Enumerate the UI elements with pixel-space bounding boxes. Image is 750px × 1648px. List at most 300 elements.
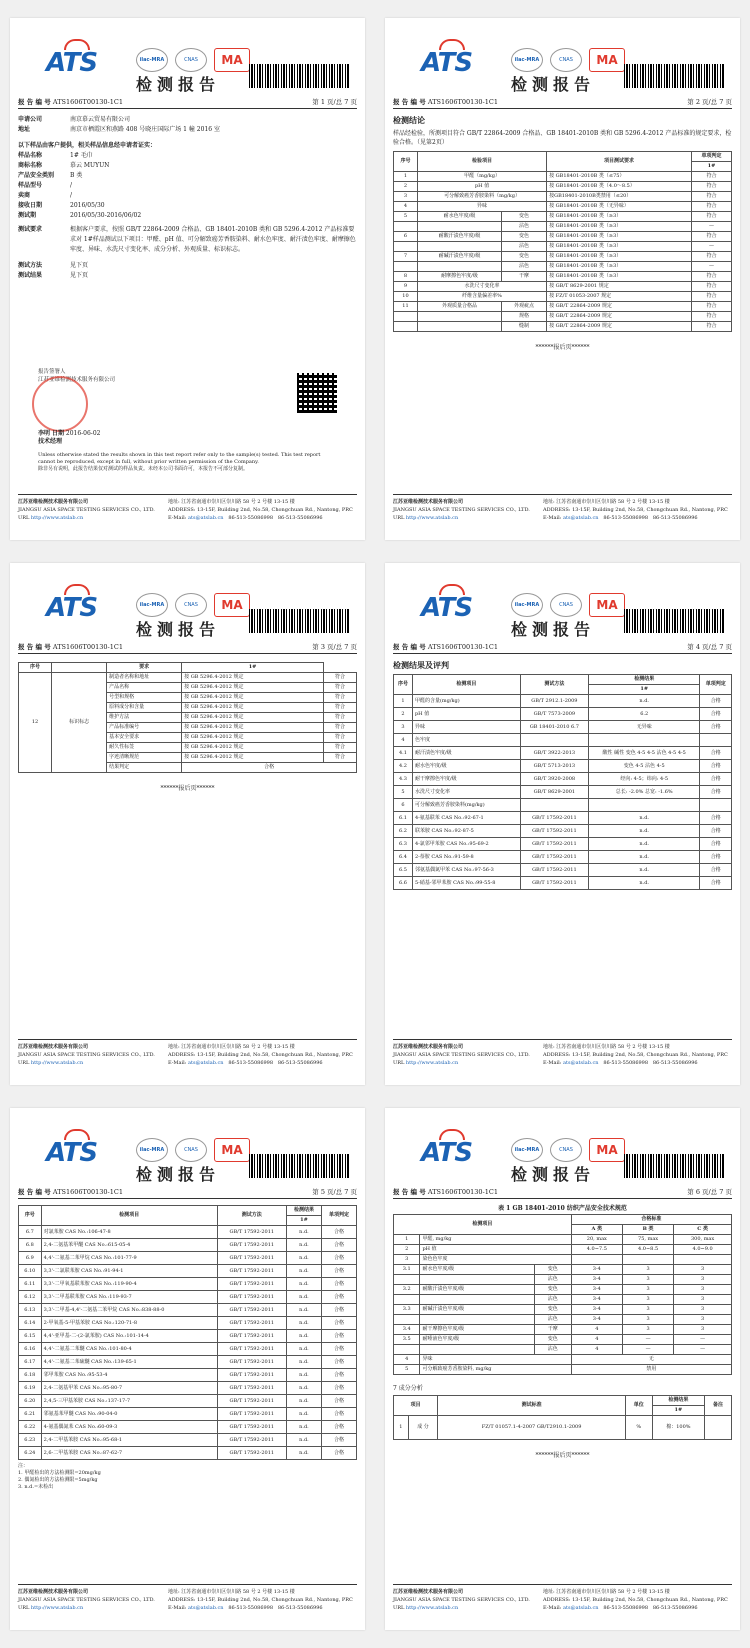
- cell-method: [520, 734, 588, 747]
- cell-method: [520, 799, 588, 812]
- footer-url[interactable]: http://www.atslab.cn: [30, 1605, 84, 1611]
- table-row: [19, 1304, 357, 1317]
- cell-judge: 符合: [692, 272, 732, 282]
- footer-company-en: JIANGSU ASIA SPACE TESTING SERVICES CO., LTD.: [18, 1052, 155, 1058]
- cell-no: [394, 1275, 420, 1285]
- report-no: ATS1606T00130-1C1: [52, 1188, 123, 1196]
- signer-label: 报告签署人: [38, 369, 66, 375]
- cell-no: 6: [394, 232, 418, 242]
- cell-b: 3: [622, 1275, 673, 1285]
- cell-c: —: [674, 1335, 732, 1345]
- cell-method: GB/T 17592-2011: [217, 1395, 286, 1408]
- cell-item: 纤维含量偏差率%: [417, 292, 546, 302]
- table-row: [394, 262, 732, 272]
- cnas-logo: CNAS: [550, 48, 582, 72]
- footer-email-label: E-Mail:: [543, 1605, 562, 1611]
- cell-item: 3,3'-二甲氧基联苯胺 CAS No.:119-90-4: [41, 1278, 217, 1291]
- cell-item: 制造者名称和地址: [107, 673, 182, 683]
- footer-tel: 86-513-55086998: [228, 515, 274, 521]
- table-row: [19, 1226, 357, 1239]
- info-row: [18, 161, 357, 171]
- ma-logo: MA: [214, 593, 250, 617]
- end-mark: ******报后页******: [535, 344, 590, 351]
- cell-result: 总长: -2.0% 总宽: -1.6%: [589, 786, 700, 799]
- th-item: 检测项目: [412, 675, 520, 695]
- field-value: 2016/05/30-2016/06/02: [70, 212, 142, 219]
- cell-no: 6.17: [19, 1356, 42, 1369]
- ma-logo: MA: [214, 48, 250, 72]
- cell-result: n.d.: [286, 1434, 321, 1447]
- report-title: 检测报告: [511, 620, 596, 639]
- cell-method: GB/T 17592-2011: [520, 864, 588, 877]
- cell-no: 4.3: [394, 773, 413, 786]
- table-row: [394, 312, 732, 322]
- cell-item: 耐碱汗渍色牢度/级: [417, 252, 501, 262]
- cell-no: [394, 1345, 420, 1355]
- cell-result: n.d.: [286, 1421, 321, 1434]
- cell-method: GB/T 17592-2011: [217, 1434, 286, 1447]
- cell-method: GB/T 17592-2011: [217, 1330, 286, 1343]
- footer-address-label: ADDRESS:: [543, 507, 571, 513]
- cell-judge: 符合: [692, 192, 732, 202]
- cell-judge: 合格: [700, 747, 732, 760]
- table-row: [19, 1343, 357, 1356]
- report-page-4: [385, 563, 740, 1085]
- cell-judge: 合格: [700, 721, 732, 734]
- cell-judge: 合格: [321, 1265, 356, 1278]
- ats-logo: ATS: [421, 593, 472, 623]
- cell-result: n.d.: [286, 1291, 321, 1304]
- cell-judge: 合格: [321, 1330, 356, 1343]
- cell-no: 6.11: [19, 1278, 42, 1291]
- cell-judge: 合格: [321, 1291, 356, 1304]
- th-sample: 1#: [652, 1406, 704, 1416]
- cell-item: 耐酸汗渍色牢度/级: [420, 1285, 534, 1295]
- cell-item: 字迹清晰规范: [107, 753, 182, 763]
- cell-sub: 干摩: [502, 272, 547, 282]
- table-row: [394, 192, 732, 202]
- table-row: [19, 1291, 357, 1304]
- cell-req: 按 GB 5296.4-2012 规定: [182, 743, 324, 753]
- cell-item: 对氯苯胺 CAS No.:106-47-8: [41, 1226, 217, 1239]
- cell-item: 耐干摩擦色牢度/级: [412, 773, 520, 786]
- cell-result: n.d.: [286, 1317, 321, 1330]
- cell-judge: 合格: [700, 812, 732, 825]
- cell-judge: 符合: [692, 232, 732, 242]
- note-line: 2. 偶氮检出的方法检测限=5mg/kg: [18, 1477, 98, 1483]
- table-row: [394, 1295, 732, 1305]
- footer-email[interactable]: ats@atslab.cn: [188, 1060, 224, 1066]
- cell-judge: 合格: [321, 1382, 356, 1395]
- cell-judge: 合格: [182, 763, 357, 773]
- cell-result: n.d.: [286, 1343, 321, 1356]
- cell-method: GB/T 17592-2011: [217, 1304, 286, 1317]
- cell-item: 可分解致癌芳香胺染料（mg/kg）: [417, 192, 546, 202]
- cell-no: [394, 242, 418, 252]
- cell-item: 基本安全要求: [107, 733, 182, 743]
- cell-method: GB/T 17592-2011: [217, 1343, 286, 1356]
- footer-url-label: URL: [393, 1060, 405, 1066]
- composition-table: [393, 1395, 732, 1440]
- cell-req: 按GB18401-2010B类禁用（≤20）: [547, 192, 692, 202]
- footer-addr-label: 地址:: [168, 1044, 180, 1050]
- cell-method: GB/T 17592-2011: [217, 1252, 286, 1265]
- cell-judge: 合格: [700, 695, 732, 708]
- field-value: 2016/05/30: [70, 202, 105, 209]
- cell-item: 邻氨基偶氮甲苯 CAS No.:97-56-3: [412, 864, 520, 877]
- table-row: [394, 282, 732, 292]
- cell-method: GB/T 17592-2011: [520, 812, 588, 825]
- cell-no: 6: [394, 799, 413, 812]
- cell-no: 5: [394, 1365, 420, 1375]
- table-row: [19, 1369, 357, 1382]
- cell-judge: 符合: [692, 282, 732, 292]
- footer-email-label: E-Mail:: [543, 1060, 562, 1066]
- footer-email[interactable]: ats@atslab.cn: [563, 515, 599, 521]
- address: 南京市栖霞区和燕路 408 号晓庄国际广场 1 幢 2016 室: [70, 126, 220, 133]
- report-page-3: [10, 563, 365, 1085]
- cell-no: 4: [394, 734, 413, 747]
- barcode: [249, 64, 349, 88]
- cell-judge-label: 结果判定: [107, 763, 182, 773]
- table-row: [394, 222, 732, 232]
- page-footer: [393, 494, 732, 522]
- table-row: [394, 760, 732, 773]
- footer-tel: 86-513-55086998: [603, 1605, 649, 1611]
- cell-sub: 干摩: [534, 1325, 571, 1335]
- sample-notice: 以下样品由客户提供，相关样品信息经申请者证实：: [18, 142, 157, 149]
- th-method: 测试方法: [520, 675, 588, 695]
- table-row: [394, 1235, 732, 1245]
- barcode: [249, 609, 349, 633]
- cell-judge: 合格: [321, 1304, 356, 1317]
- table-row: [19, 1395, 357, 1408]
- table-row: [394, 773, 732, 786]
- cell-no: 4: [394, 202, 418, 212]
- footer-address-en: 13-15F, Building 2nd, No.58, Chongchuan Rd., Nantong, PRC: [572, 507, 728, 513]
- cell-req: 按 GB18401-2010B 类（≥3）: [547, 252, 692, 262]
- cell-result: n.d.: [589, 838, 700, 851]
- sign-date: 2016-06-02: [65, 430, 101, 437]
- cell-no: [394, 262, 418, 272]
- cell-no: 12: [19, 673, 52, 773]
- table-row: [394, 1325, 732, 1335]
- table-row: [394, 212, 732, 222]
- th-sample: 1#: [286, 1216, 321, 1226]
- cnas-logo: CNAS: [550, 593, 582, 617]
- footer-fax: 86-513-55086996: [277, 1605, 323, 1611]
- table-row: [19, 1434, 357, 1447]
- cell-b: 4.0~8.5: [622, 1245, 673, 1255]
- cell-no: 6.7: [19, 1226, 42, 1239]
- footer-fax: 86-513-55086996: [652, 1605, 698, 1611]
- table-row: [394, 1355, 732, 1365]
- table-row: [19, 1252, 357, 1265]
- cell-no: 2: [394, 182, 418, 192]
- cell-a: 禁用: [571, 1365, 731, 1375]
- cell-result: n.d.: [589, 812, 700, 825]
- cell-judge: 符合: [692, 252, 732, 262]
- cell-no: 6.3: [394, 838, 413, 851]
- ats-logo: ATS: [46, 1138, 97, 1168]
- footer-url-label: URL: [393, 1605, 405, 1611]
- footer-addr: 江苏省南通市崇川区崇川路 58 号 2 号楼 13-15 楼: [556, 499, 670, 505]
- page-footer: [18, 1039, 357, 1067]
- ilac-mra-logo: ilac-MRA: [511, 593, 543, 617]
- cell-result: 无异味: [589, 721, 700, 734]
- report-title: 检测报告: [511, 1165, 596, 1184]
- cell-method: GB/T 8629-2001: [520, 786, 588, 799]
- cell-a: 4.0~7.5: [571, 1245, 622, 1255]
- cell-b: —: [622, 1335, 673, 1345]
- footer-address-en: 13-15F, Building 2nd, No.58, Chongchuan Rd., Nantong, PRC: [572, 1597, 728, 1603]
- cell-a: 3-4: [571, 1285, 622, 1295]
- footer-fax: 86-513-55086996: [652, 1060, 698, 1066]
- applicant-label: 申请公司: [18, 116, 43, 123]
- cell-judge: 合格: [321, 1317, 356, 1330]
- cell-item: 甲醛（mg/kg）: [417, 172, 546, 182]
- footer-company: 江苏亚维检测技术服务有限公司: [393, 499, 464, 505]
- footer-url[interactable]: http://www.atslab.cn: [405, 515, 459, 521]
- cell-item: pH 值: [412, 708, 520, 721]
- table-row: [394, 877, 732, 890]
- cell-judge: 合格: [700, 877, 732, 890]
- cell-item: 4,4'-二氨基二苯甲烷 CAS No.:101-77-9: [41, 1252, 217, 1265]
- cell-b: 3: [622, 1265, 673, 1275]
- table-row: [19, 1382, 357, 1395]
- cell-result: n.d.: [589, 825, 700, 838]
- cell-item: 色牢度: [412, 734, 520, 747]
- table-row: [394, 1365, 732, 1375]
- cell-judge: 合格: [700, 708, 732, 721]
- cell-req: 按 GB18401-2010B 类（无异味）: [547, 202, 692, 212]
- cell-result: 酸性 碱性 变色 4-5 4-5 沾色 4-5 4-5: [589, 747, 700, 760]
- th-a: A 类: [571, 1225, 622, 1235]
- cell-no: 4.1: [394, 747, 413, 760]
- footer-email[interactable]: ats@atslab.cn: [563, 1605, 599, 1611]
- cell-no: 6.6: [394, 877, 413, 890]
- cell-item: 号型和规格: [107, 693, 182, 703]
- cell-judge: 合格: [700, 825, 732, 838]
- info-row: [18, 201, 357, 211]
- cell-method: GB/T 17592-2011: [217, 1226, 286, 1239]
- report-no-label: 报 告 编 号: [18, 98, 51, 106]
- req-label: 测试要求: [18, 226, 43, 233]
- footer-url[interactable]: http://www.atslab.cn: [30, 1060, 84, 1066]
- cell-result: [589, 734, 700, 747]
- cell-c: 3: [674, 1285, 732, 1295]
- cell-item: 维护方法: [107, 713, 182, 723]
- cell-b: 3: [622, 1285, 673, 1295]
- cell-item: 耐久性标签: [107, 743, 182, 753]
- cell-item: [420, 1315, 534, 1325]
- cell-judge: 合格: [700, 851, 732, 864]
- comp-title: 7 成分分析: [393, 1385, 423, 1392]
- cell-item: 3,3'-二甲基-4,4'-二氨基二苯甲烷 CAS No.:838-88-0: [41, 1304, 217, 1317]
- cell-result: 6.2: [589, 708, 700, 721]
- label-table: [18, 662, 357, 773]
- footer-tel: 86-513-55086998: [603, 515, 649, 521]
- footer-addr-label: 地址:: [543, 1589, 555, 1595]
- report-page-6: [385, 1108, 740, 1630]
- disclaimer: Unless otherwise stated the results shown in this test report refer only to the sample(s) tested. This test report cannot be reproduced, except in full, without prior written permission of the Company.: [38, 452, 321, 465]
- cell-no: 3.1: [394, 1265, 420, 1275]
- footer-email[interactable]: ats@atslab.cn: [563, 1060, 599, 1066]
- table-title: 表 1 GB 18401-2010 纺织产品安全技术规范: [498, 1205, 627, 1212]
- cell-item: [420, 1345, 534, 1355]
- cell-judge: 符合: [323, 693, 356, 703]
- footer-email[interactable]: ats@atslab.cn: [188, 1605, 224, 1611]
- footer-url-label: URL: [18, 1060, 30, 1066]
- cell-item: [417, 312, 501, 322]
- th-unit: 单位: [625, 1396, 652, 1416]
- cell-item: 2,4-二甲基苯胺 CAS No.:95-68-1: [41, 1434, 217, 1447]
- report-title: 检测报告: [511, 75, 596, 94]
- footer-email-label: E-Mail:: [543, 515, 562, 521]
- cell-c: 3: [674, 1315, 732, 1325]
- cell-item: 耐干摩擦色牢度/级: [420, 1325, 534, 1335]
- cell-method: GB/T 17592-2011: [217, 1447, 286, 1460]
- cell-method: GB/T 5713-2013: [520, 760, 588, 773]
- cell-req: 按 GB 5296.4-2012 规定: [182, 753, 324, 763]
- table-row: [394, 1345, 732, 1355]
- cell-no: 4.2: [394, 760, 413, 773]
- footer-email-label: E-Mail:: [168, 1060, 187, 1066]
- footer-url[interactable]: http://www.atslab.cn: [405, 1605, 459, 1611]
- table-row: [19, 1421, 357, 1434]
- cell-judge: 符合: [323, 683, 356, 693]
- report-page-5: [10, 1108, 365, 1630]
- cell-item: 4-氯邻甲苯胺 CAS No.:95-69-2: [412, 838, 520, 851]
- th-req: 要求: [107, 663, 182, 673]
- table-row: [19, 1265, 357, 1278]
- cell-sub: 变色: [534, 1335, 571, 1345]
- ats-logo: ATS: [46, 593, 97, 623]
- cell-sub: 沾色: [534, 1275, 571, 1285]
- th-item: 检测项目: [394, 1215, 572, 1235]
- cell-req: 按 GB18401-2010B 类（≥3）: [547, 242, 692, 252]
- report-page-2: [385, 18, 740, 540]
- cell-a: 3-4: [571, 1275, 622, 1285]
- cell-item: 4,4'-二氨基二苯醚 CAS No.:101-80-4: [41, 1343, 217, 1356]
- report-no-label: 报 告 编 号: [393, 643, 426, 651]
- cell-req: 按 GB/T 22864-2009 规定: [547, 302, 692, 312]
- cell-sub: 变色: [534, 1305, 571, 1315]
- note-line: 注：: [18, 1463, 29, 1469]
- cell-a: 4: [571, 1325, 622, 1335]
- cell-judge: 符合: [692, 182, 732, 192]
- ats-logo: ATS: [421, 1138, 472, 1168]
- result: 见下页: [70, 272, 89, 279]
- end-mark: ******报后页******: [160, 785, 215, 792]
- report-no: ATS1606T00130-1C1: [427, 643, 498, 651]
- cell-result: n.d.: [286, 1356, 321, 1369]
- cell-judge: [700, 799, 732, 812]
- table-row: [394, 747, 732, 760]
- cell-no: 6.8: [19, 1239, 42, 1252]
- cell-method: GB/T 3922-2013: [520, 747, 588, 760]
- field-label: 卖商: [18, 192, 31, 199]
- ats-logo: ATS: [46, 48, 97, 78]
- info-row: [18, 211, 357, 221]
- cell-no: [394, 1315, 420, 1325]
- note-line: 1. 甲醛检出的方法检测限=20mg/kg: [18, 1470, 101, 1476]
- cell-item: 2,4,5-三甲基苯胺 CAS No.:137-17-7: [41, 1395, 217, 1408]
- cell-judge: 符合: [323, 733, 356, 743]
- cell-c: 300, max: [674, 1235, 732, 1245]
- field-label: 样品型号: [18, 182, 43, 189]
- page-number: 第 4 页/总 7 页: [687, 643, 732, 651]
- cell-c: 3: [674, 1305, 732, 1315]
- cell-judge: 合格: [321, 1226, 356, 1239]
- cell-b: 3: [622, 1315, 673, 1325]
- cell-no: 6.2: [394, 825, 413, 838]
- cell-sub: 沾色: [502, 222, 547, 232]
- cell-no: 3: [394, 192, 418, 202]
- cell-judge: 合格: [321, 1278, 356, 1291]
- cell-item: 外观质量合格品: [417, 302, 501, 312]
- cell-judge: 合格: [321, 1421, 356, 1434]
- footer-url[interactable]: http://www.atslab.cn: [405, 1060, 459, 1066]
- cell-sub: 沾色: [534, 1345, 571, 1355]
- footer-email[interactable]: ats@atslab.cn: [188, 515, 224, 521]
- cell-item: 原料成分和含量: [107, 703, 182, 713]
- cell-result: [589, 799, 700, 812]
- table-row: [394, 1335, 732, 1345]
- report-title: 检测报告: [136, 620, 221, 639]
- cell-no: 2: [394, 1245, 420, 1255]
- cell-result: n.d.: [589, 877, 700, 890]
- cell-b: 3: [622, 1295, 673, 1305]
- cell-method: GB/T 17592-2011: [217, 1408, 286, 1421]
- table-row: [394, 1416, 732, 1440]
- footer-addr: 江苏省南通市崇川区崇川路 58 号 2 号楼 13-15 楼: [556, 1589, 670, 1595]
- table-row: [394, 182, 732, 192]
- cell-no: 3.4: [394, 1325, 420, 1335]
- th-sample: 1#: [692, 162, 732, 172]
- cell-req: 按 GB18401-2010B 类（≥3）: [547, 212, 692, 222]
- cell-judge: 合格: [700, 773, 732, 786]
- cell-c: —: [674, 1345, 732, 1355]
- cell-item: 异味: [417, 202, 546, 212]
- cell-judge: 合格: [321, 1239, 356, 1252]
- th-b: B 类: [622, 1225, 673, 1235]
- footer-company-en: JIANGSU ASIA SPACE TESTING SERVICES CO., LTD.: [393, 1597, 530, 1603]
- cell-req: 按 GB 5296.4-2012 规定: [182, 723, 324, 733]
- cell-c: 3: [674, 1275, 732, 1285]
- cell-judge: 合格: [321, 1369, 356, 1382]
- footer-company: 江苏亚维检测技术服务有限公司: [393, 1044, 464, 1050]
- cell-req: 按 GB/T 22864-2009 规定: [547, 322, 692, 332]
- footer-url[interactable]: http://www.atslab.cn: [30, 515, 84, 521]
- footer-url-label: URL: [393, 515, 405, 521]
- cell-no: 6.9: [19, 1252, 42, 1265]
- table-row: [394, 812, 732, 825]
- cell-req: 按 GB 5296.4-2012 规定: [182, 693, 324, 703]
- cell-result: n.d.: [286, 1408, 321, 1421]
- report-no-label: 报 告 编 号: [18, 643, 51, 651]
- cell-judge: —: [692, 242, 732, 252]
- footer-company: 江苏亚维检测技术服务有限公司: [18, 1044, 89, 1050]
- cell-item: 可分解致癌芳香胺染料, mg/kg: [420, 1365, 571, 1375]
- cell-item: [417, 262, 501, 272]
- cell-b: [622, 1255, 673, 1265]
- cell-no: 1: [394, 1235, 420, 1245]
- cell-a: 无: [571, 1355, 731, 1365]
- results-table-cont: [18, 1205, 357, 1460]
- cell-item: pH 值: [420, 1245, 571, 1255]
- cell-no: 2: [394, 708, 413, 721]
